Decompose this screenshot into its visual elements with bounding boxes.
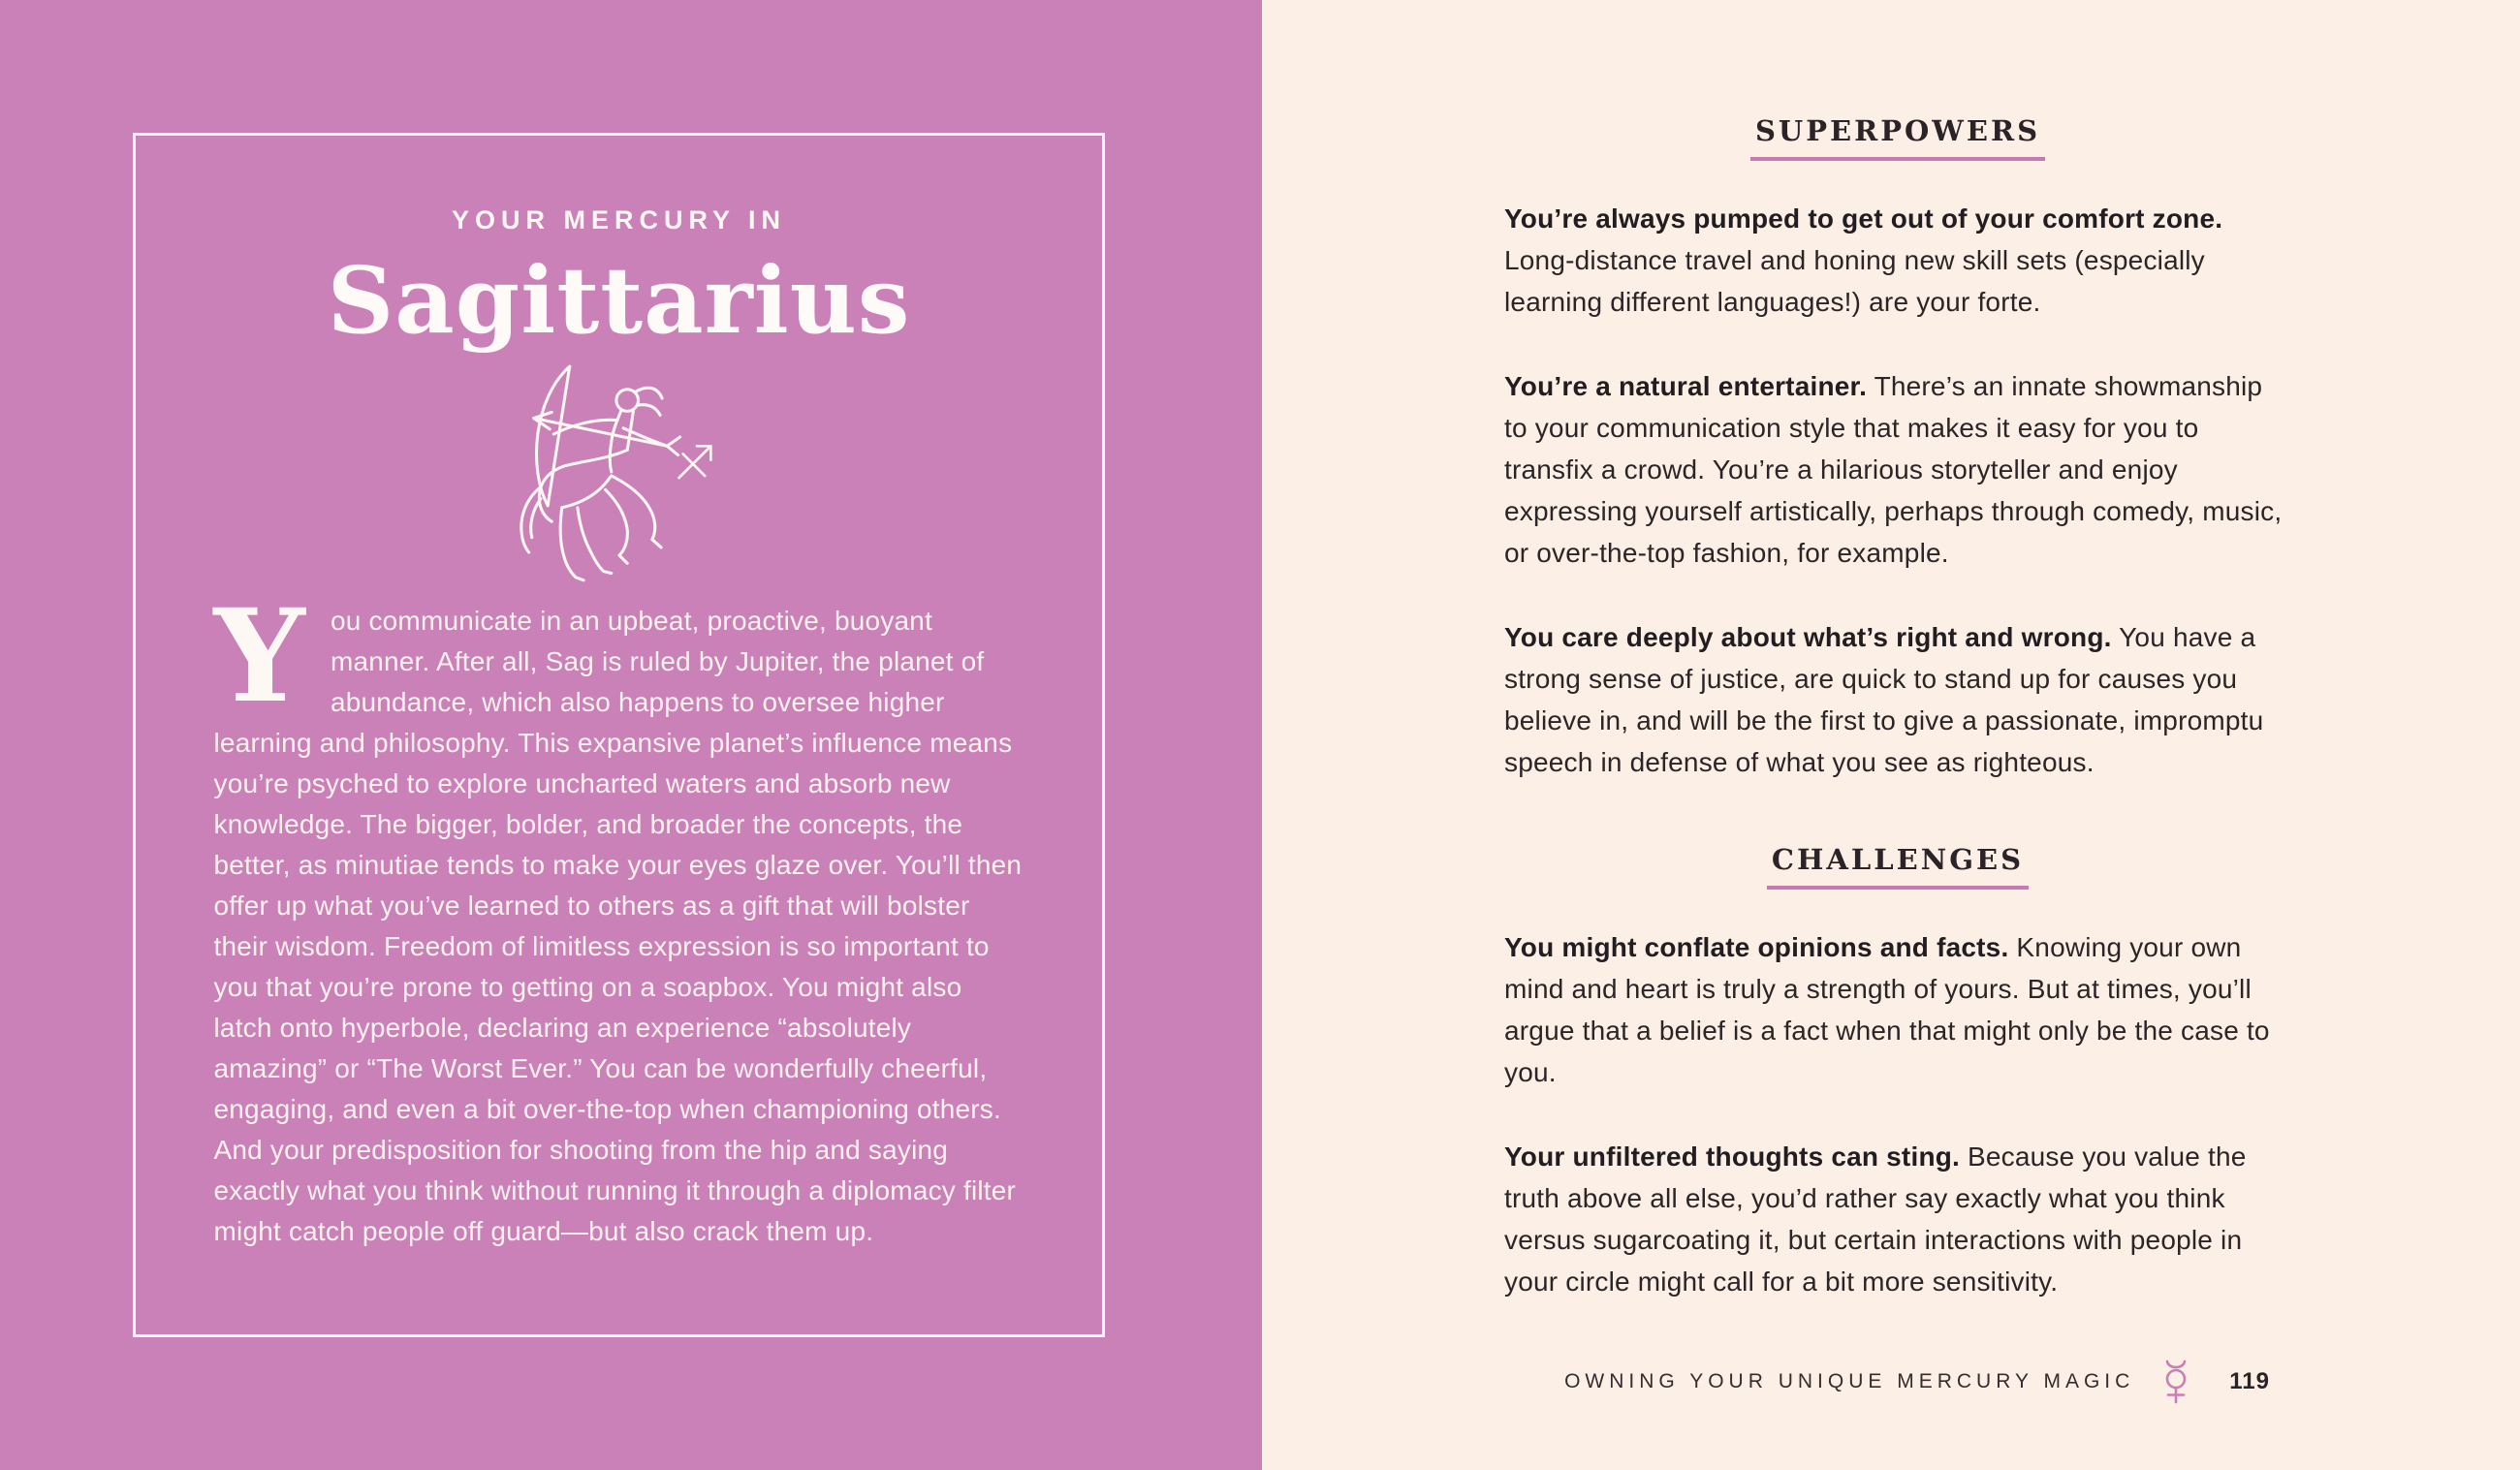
paragraph-lead: Your unfiltered thoughts can sting.	[1504, 1142, 1961, 1172]
superpowers-heading: SUPERPOWERS	[1504, 114, 2291, 161]
paragraph	[1504, 926, 2291, 1093]
running-head: OWNING YOUR UNIQUE MERCURY MAGIC	[1564, 1370, 2135, 1392]
paragraph-lead: You might conflate opinions and facts.	[1504, 932, 2009, 962]
paragraph	[1504, 1136, 2291, 1302]
paragraph-lead: You’re a natural entertainer.	[1504, 371, 1868, 401]
centaur-archer-icon	[508, 359, 731, 589]
right-page	[1262, 0, 2520, 1470]
paragraph	[1504, 198, 2291, 323]
running-footer	[1564, 1358, 2270, 1406]
section-superpowers	[1504, 114, 2291, 783]
paragraph	[1504, 365, 2291, 574]
challenges-heading: CHALLENGES	[1504, 843, 2291, 890]
drop-cap: Y	[213, 581, 305, 732]
paragraph-text: Because you value the truth above all else, you’d rather say exactly what you think versus sugarcoating it, but certain interactions with people in your circle might call for a bit more sensitivity.	[1504, 1142, 2247, 1297]
section-challenges	[1504, 843, 2291, 1302]
page-number: 119	[2229, 1368, 2270, 1394]
paragraph-lead: You’re always pumped to get out of your comfort zone.	[1504, 203, 2223, 234]
sagittarius-glyph-icon	[678, 446, 710, 478]
paragraph-text: Knowing your own mind and heart is truly a strength of yours. But at times, you’ll argue that a belief is a fact when that might only be the case to you.	[1504, 932, 2270, 1087]
eyebrow-heading: YOUR MERCURY IN	[451, 205, 787, 235]
paragraph-text: There’s an innate showmanship to your communication style that makes it easy for you to transfix a crowd. You’re a hilarious storyteller and enjoy expressing yourself artistically, perhaps through comedy, music, or over-the-top fashion, for example.	[1504, 371, 2283, 568]
page-title: Sagittarius	[327, 247, 911, 355]
intro-paragraph	[213, 581, 1024, 1252]
text-column	[1504, 114, 2291, 1345]
paragraph-text: You have a strong sense of justice, are quick to stand up for causes you believe in, and will be the first to give a passionate, impromptu speech in defense of what you see as righteous.	[1504, 622, 2264, 777]
decorative-frame	[133, 133, 1105, 1337]
paragraph-text: Long-distance travel and honing new skill sets (especially learning different languages!) are your forte.	[1504, 245, 2205, 317]
mercury-symbol-icon	[2159, 1358, 2192, 1406]
paragraph	[1504, 616, 2291, 783]
sagittarius-illustration	[136, 359, 1102, 589]
paragraph-lead: You care deeply about what’s right and wrong.	[1504, 622, 2112, 652]
intro-text: ou communicate in an upbeat, proactive, buoyant manner. After all, Sag is ruled by Jupiter, the planet of abundance, which also happens to oversee higher learning and philosophy. This expansive planet’s influence means you’re psyched to explore uncharted waters and absorb new knowledge. The bigger, bolder, and broader the concepts, the better, as minutiae tends to make your eyes glaze over. You’ll then offer up what you’ve learned to others as a gift that will bolster their wisdom. Freedom of limitless expression is so important to you that you’re prone to getting on a soapbox. You might also latch onto hyperbole, declaring an experience “absolutely amazing” or “The Worst Ever.” You can be wonderfully cheerful, engaging, and even a bit over-the-top when championing others. And your predisposition for shooting from the hip and saying exactly what you think without running it through a diplomacy filter might catch people off guard—but also crack them up.	[213, 606, 1023, 1246]
